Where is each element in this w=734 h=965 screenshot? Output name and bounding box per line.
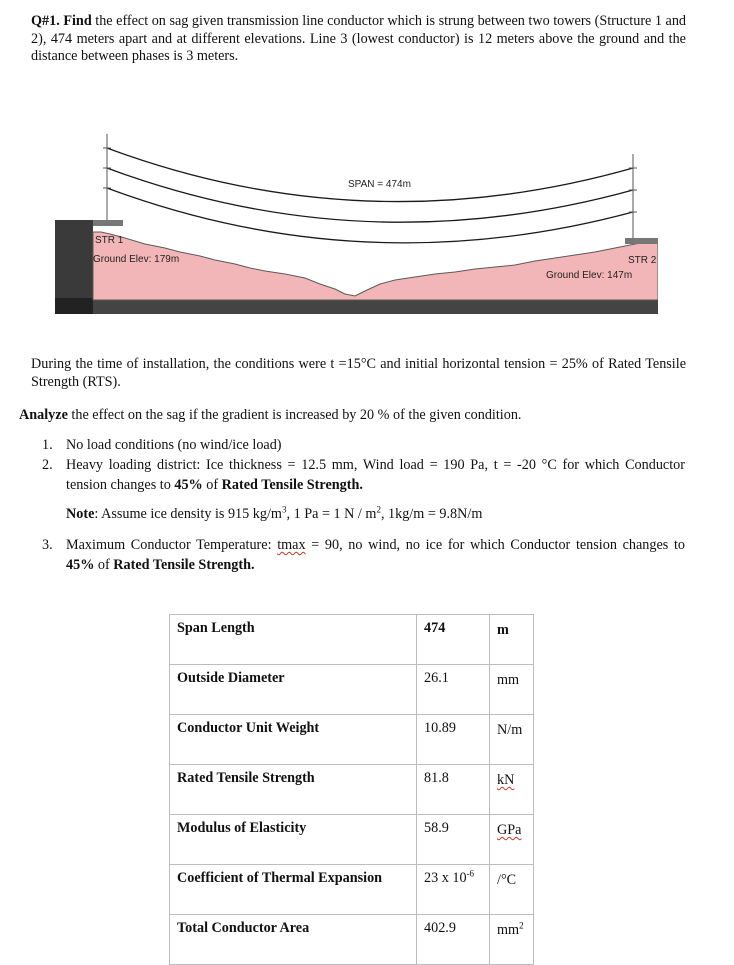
distance-scale-bar — [93, 300, 658, 314]
question-paragraph — [31, 13, 686, 66]
tower-str-1 — [93, 134, 123, 226]
tmax-symbol: tmax — [277, 537, 306, 553]
list-number: 3. — [42, 537, 53, 553]
conductor-line-3 — [107, 188, 633, 243]
span-label: SPAN = 474m — [348, 179, 411, 190]
note-line: Note: Assume ice density is 915 $kg/m^3$, 1 Pa = 1 N / $m^2$, 1kg/m = 9.8N/m — [66, 504, 483, 522]
list-text: No load conditions (no wind/ice load) — [66, 437, 282, 453]
table-row: Outside Diameter 26.1 mm — [170, 665, 534, 715]
question-verb: Find — [63, 13, 92, 29]
span-profile-diagram — [55, 128, 658, 314]
analyze-verb: Analyze — [19, 407, 68, 423]
note-label: Note — [66, 506, 95, 522]
list-item-2 — [42, 456, 685, 496]
table-row: Rated Tensile Strength 81.8 kN — [170, 765, 534, 815]
list-text: Heavy loading district: Ice thickness = 12.5 mm, Wind load = 190 Pa, t = -20 °C for which Conductor tension changes to 45% of Rated Tensile Strength. — [66, 457, 685, 493]
list-text: Maximum Conductor Temperature: tmax = 90, no wind, no ice for which Conductor tension changes to 45% of Rated Tensile Strength. — [66, 537, 685, 573]
conductor-spec-table — [169, 614, 534, 965]
question-text: the effect on sag given transmission line conductor which is strung between two towers (Structure 1 and 2), 474 meters apart and at different elevations. Line 3 (lowest conductor) is 12 meters above the ground and the distance between phases is 3 meters. — [31, 13, 687, 64]
table-row: Span Length 474 m — [170, 615, 534, 665]
list-number: 2. — [42, 457, 53, 473]
str1-ground-label: Ground Elev: 179m — [93, 254, 180, 265]
tower-str-2 — [625, 154, 658, 244]
list-item-1 — [42, 436, 685, 456]
conductor-line-2 — [107, 168, 633, 222]
installation-paragraph: During the time of installation, the conditions were t =15°C and initial horizontal tension = 25% of Rated Tensile Strength (RTS). — [31, 356, 686, 390]
str2-label: STR 2 — [628, 255, 657, 266]
table-row: Coefficient of Thermal Expansion 23 x $10^{-6}$ /°C — [170, 865, 534, 915]
str1-label: STR 1 — [95, 235, 124, 246]
list-number: 1. — [42, 437, 53, 453]
analyze-line — [19, 407, 699, 425]
list-item-3 — [42, 536, 685, 576]
analyze-text: the effect on the sag if the gradient is increased by 20 % of the given condition. — [67, 407, 522, 423]
table-row: Total Conductor Area 402.9 $mm^2$ — [170, 915, 534, 965]
table-row: Modulus of Elasticity 58.9 GPa — [170, 815, 534, 865]
table-row: Conductor Unit Weight 10.89 N/m — [170, 715, 534, 765]
question-label: Q#1. — [31, 13, 60, 29]
str2-ground-label: Ground Elev: 147m — [546, 270, 633, 281]
